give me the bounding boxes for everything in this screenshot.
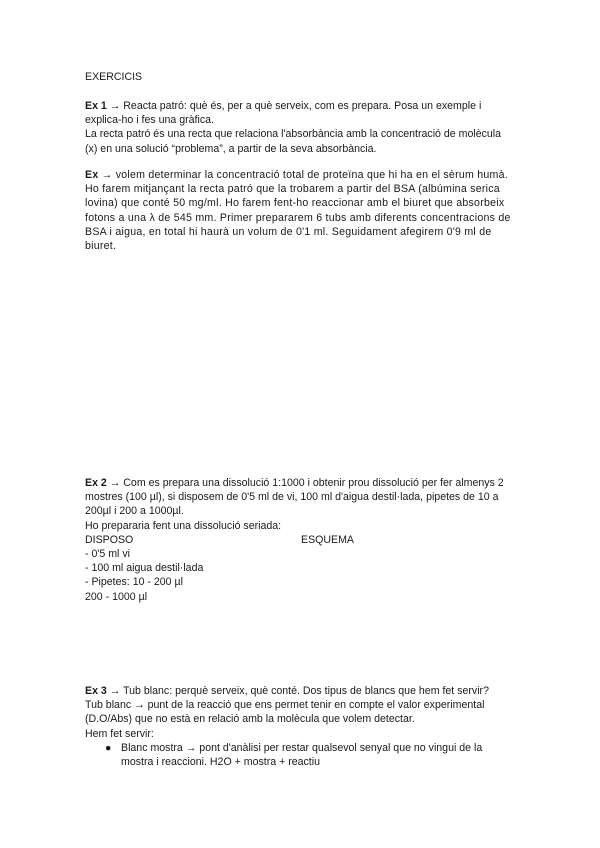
exercise-1-question: Ex 1 → Reacta patró: què és, per a què serveix, com es prepara. Posa un exemple i explica-ho i fes una gràfica.	[85, 100, 482, 127]
exercise-1	[85, 99, 515, 156]
exercise-3	[85, 684, 515, 769]
page-title: EXERCICIS	[85, 71, 143, 83]
exercise-2-question: Ex 2 → Com es prepara una dissolució 1:1000 i obtenir prou dissolució per fer almenys 2 mostres (100 µl), si disposem de 0'5 ml de vi, 100 ml d'aigua destil·lada, pipetes de 10 a 200µl i 200 a 1000µl.	[85, 477, 504, 518]
bullet-icon: ●	[105, 741, 112, 754]
exercise-2-answer: Ho prepararia fent una dissolució seriada:	[85, 519, 282, 532]
exercise-3-answer: Tub blanc → punt de la reacció que ens permet tenir en compte el valor experimental (D.O/Abs) que no està en relació amb la molècula que volem detectar.	[85, 699, 485, 726]
column-disposo: DISPOSO	[85, 533, 134, 546]
list-item: - 100 ml aigua destil·lada	[85, 562, 204, 575]
exercise-2	[85, 476, 515, 604]
example-text: Ex → volem determinar la concentració total de proteïna que hi ha en el sèrum humà. Ho farem mitjançant la recta patró que la trobarem a partir del BSA (albúmina serica lovina) que conté 50 mg/ml. Ho farem fent-ho reaccionar amb el biuret que absorbeix fotons a una λ de 545 mm. Primer prepararem 6 tubs amb diferents concentracions de BSA i aigua, en total hi haurà un volum de 0'1 ml. Seguidament afegirem 0'9 ml de biuret.	[85, 169, 511, 253]
columns-header	[85, 533, 515, 547]
list-item: - 0'5 ml vi	[85, 548, 130, 561]
list-item: ● Blanc mostra → pont d'anàlisi per restar qualsevol senyal que no vingui de la mostra i reaccioni. H2O + mostra + reactiu	[105, 741, 483, 769]
exercise-1-answer: La recta patró és una recta que relaciona l'absorbància amb la concentració de molècula (x) en una solució “problema”, a partir de la seva absorbància.	[85, 128, 502, 155]
list-item: - Pipetes: 10 - 200 µl	[85, 576, 183, 589]
list-item: 200 - 1000 µl	[85, 590, 148, 603]
bullet-list	[85, 741, 515, 769]
example-block	[85, 168, 515, 253]
exercise-3-question: Ex 3 → Tub blanc: perquè serveix, què conté. Dos tipus de blancs que hem fet servir?	[85, 685, 489, 697]
column-esquema: ESQUEMA	[301, 533, 354, 546]
exercise-3-answer-2: Hem fet servir:	[85, 727, 154, 740]
